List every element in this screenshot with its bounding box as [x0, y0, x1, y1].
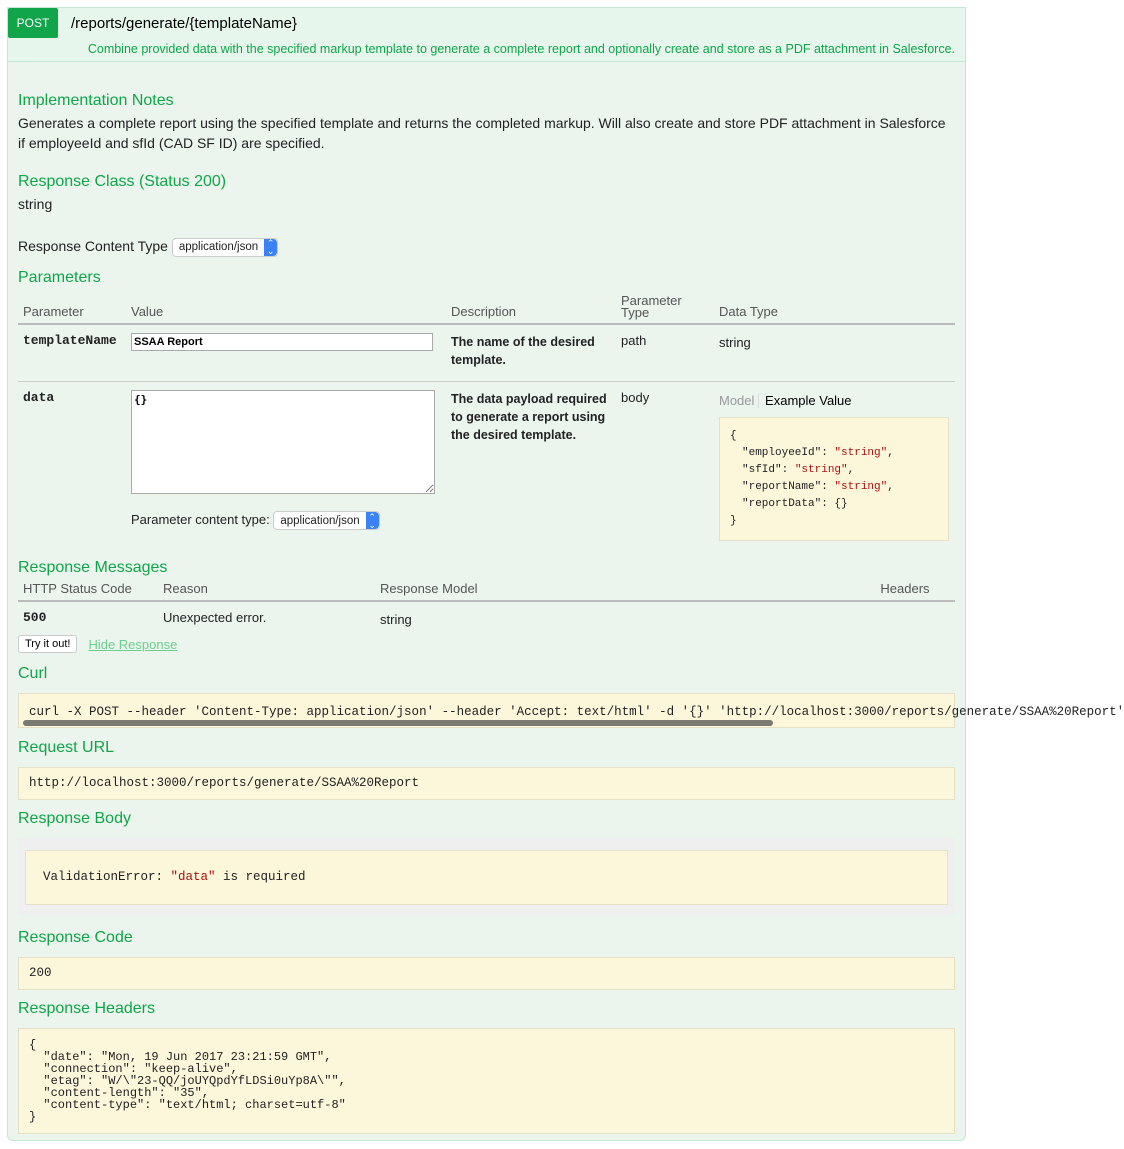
json-comma: , — [887, 447, 894, 460]
example-value-box[interactable] — [719, 417, 949, 541]
json-line — [730, 479, 938, 496]
select-arrows-icon: ⌃ ⌄ — [264, 239, 277, 256]
json-key: "reportData": {} — [742, 498, 848, 511]
reason: Unexpected error. — [163, 610, 267, 626]
col-parameter-type: Parameter Type — [616, 291, 714, 324]
response-body-wrapper — [18, 838, 955, 915]
col-http-status: HTTP Status Code — [18, 577, 158, 601]
json-comma: , — [887, 481, 894, 494]
response-headers-heading: Response Headers — [18, 1000, 155, 1018]
implementation-notes-text: Generates a complete report using the specified template and returns the completed markup. Will also create and store PDF attachment in Salesforce if employeeId and sfId (CAD SF ID) are specified. — [18, 115, 946, 151]
param-description: The name of the desired template. — [451, 334, 595, 367]
param-data-type: string — [719, 334, 751, 350]
method-badge[interactable]: POST — [8, 8, 58, 38]
response-code-heading: Response Code — [18, 929, 133, 947]
json-value: "string" — [834, 481, 888, 494]
response-headers-box: { "date": "Mon, 19 Jun 2017 23:21:59 GMT", "connection": "keep-alive", "etag": "W/\"23-QQ/joUYQpdYfLDSi0uYp8A\"", "content-length": "35", "content-type": "text/html; charset=utf-8" } — [18, 1028, 955, 1134]
response-body-box — [25, 850, 948, 905]
col-data-type: Data Type — [714, 291, 955, 324]
tab-model[interactable]: Model — [719, 393, 759, 408]
json-line — [730, 445, 938, 462]
body-text: is required — [215, 870, 306, 885]
param-type: body — [621, 390, 650, 406]
param-name: templateName — [23, 332, 117, 348]
param-content-type-select[interactable] — [273, 511, 379, 530]
select-value: application/json — [178, 241, 259, 254]
curl-heading: Curl — [18, 665, 48, 683]
table-row — [18, 382, 955, 550]
select-arrows-icon: ⌃ ⌄ — [366, 512, 379, 529]
body-quoted: "data" — [170, 870, 216, 885]
model-tabs — [719, 393, 950, 408]
response-messages-table — [18, 577, 955, 635]
param-content-type-label: Parameter content type: — [131, 512, 270, 528]
curl-box[interactable] — [18, 693, 1124, 728]
json-key: "sfId": — [742, 464, 795, 477]
response-content-type-row — [18, 236, 955, 257]
operation-panel — [7, 7, 1124, 1141]
param-type: path — [621, 332, 647, 348]
response-content-type-label: Response Content Type — [18, 238, 168, 254]
json-line — [730, 462, 938, 479]
json-key: "reportName": — [742, 481, 835, 494]
json-brace: { — [730, 430, 737, 443]
operation-path[interactable]: /reports/generate/{templateName} — [71, 14, 297, 32]
horizontal-scrollbar[interactable] — [23, 720, 773, 726]
col-response-model: Response Model — [375, 577, 855, 601]
response-class-heading: Response Class (Status 200) — [18, 173, 227, 190]
json-comma: , — [847, 464, 855, 477]
curl-command: curl -X POST --header 'Content-Type: application/json' --header 'Accept: text/html' -d '{}' 'http://localhost:3000/reports/generate/SSAA%20Report' — [29, 705, 1124, 720]
json-line — [730, 496, 938, 513]
param-content-type-row — [131, 511, 441, 530]
operation-header[interactable] — [8, 8, 965, 38]
select-value: application/json — [280, 514, 360, 527]
data-textarea[interactable] — [131, 390, 435, 494]
operation-summary: Combine provided data with the specified markup template to generate a complete report and optionally create and store as a PDF attachment in Salesforce. — [8, 38, 965, 62]
table-row — [18, 324, 955, 382]
response-content-type-select[interactable] — [172, 238, 278, 257]
parameters-table — [18, 291, 955, 550]
json-key: "employeeId": — [742, 447, 835, 460]
param-description: The data payload required to generate a report using the desired template. — [451, 392, 607, 443]
col-headers: Headers — [855, 577, 955, 601]
tab-example-value[interactable]: Example Value — [765, 393, 852, 409]
json-brace: } — [730, 515, 737, 528]
response-messages-heading: Response Messages — [18, 559, 168, 577]
status-code: 500 — [23, 610, 47, 626]
response-code-box: 200 — [18, 957, 955, 990]
response-model: string — [380, 612, 412, 628]
implementation-notes-heading: Implementation Notes — [18, 92, 174, 109]
col-description: Description — [446, 291, 616, 324]
response-body-heading: Response Body — [18, 810, 131, 828]
template-name-input[interactable] — [131, 333, 433, 351]
response-class-type: string — [18, 196, 53, 212]
hide-response-link[interactable]: Hide Response — [88, 636, 178, 652]
col-parameter: Parameter — [18, 291, 126, 324]
body-text: ValidationError: — [43, 870, 171, 885]
json-value: "string" — [834, 447, 888, 460]
request-url-box: http://localhost:3000/reports/generate/SSAA%20Report — [18, 767, 955, 800]
parameters-heading: Parameters — [18, 268, 101, 286]
col-reason: Reason — [158, 577, 375, 601]
col-value: Value — [126, 291, 446, 324]
request-url-heading: Request URL — [18, 739, 115, 757]
table-row — [18, 601, 955, 635]
param-name: data — [23, 390, 55, 406]
json-value: "string" — [794, 464, 848, 477]
try-it-out-button[interactable]: Try it out! — [18, 635, 77, 653]
